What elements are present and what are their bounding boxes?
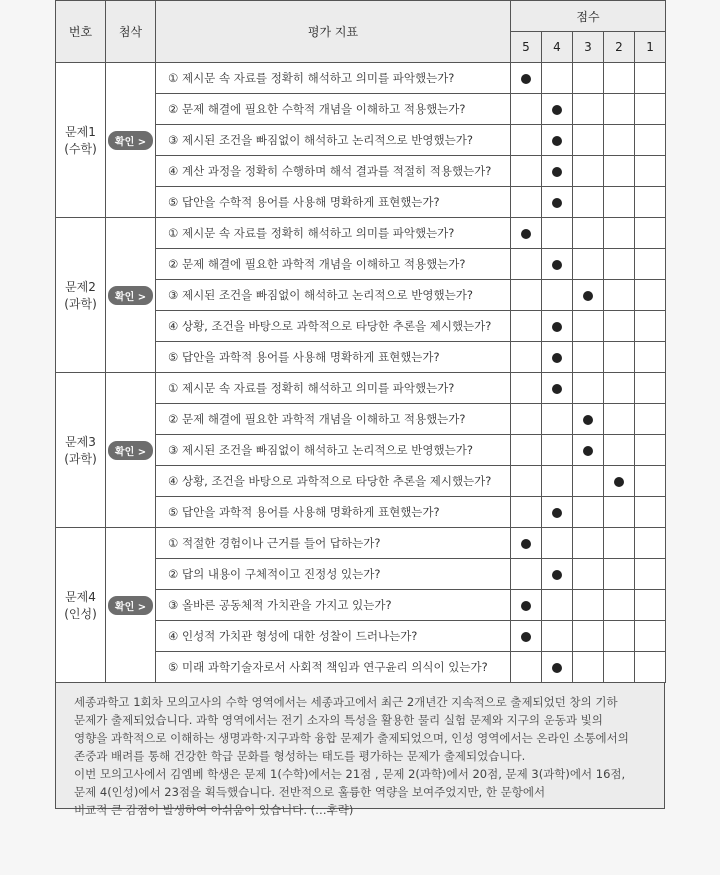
score-cell-1 (635, 187, 666, 218)
score-cell-4 (542, 621, 573, 652)
score-cell-1 (635, 156, 666, 187)
score-cell-2 (604, 94, 635, 125)
score-cell-5 (511, 63, 542, 94)
score-dot-icon (552, 105, 562, 115)
score-cell-2 (604, 559, 635, 590)
note-line: 존중과 배려를 통해 건강한 학급 문화를 형성하는 태도를 평가하는 문제가 출제되었습니다. (74, 749, 526, 763)
header-correction: 첨삭 (106, 1, 156, 63)
score-cell-3 (573, 559, 604, 590)
criteria-item: ③ 제시된 조건을 빠짐없이 해석하고 논리적으로 반영했는가? (156, 435, 511, 466)
score-cell-3 (573, 125, 604, 156)
score-cell-1 (635, 404, 666, 435)
check-correction-button[interactable]: 확인 > (108, 286, 153, 305)
criteria-item: ② 답의 내용이 구체적이고 진정성 있는가? (156, 559, 511, 590)
score-cell-4 (542, 187, 573, 218)
score-dot-icon (552, 663, 562, 673)
score-cell-1 (635, 590, 666, 621)
score-cell-5 (511, 342, 542, 373)
table-row (56, 528, 666, 559)
evaluation-panel (55, 0, 665, 817)
criteria-item: ② 문제 해결에 필요한 과학적 개념을 이해하고 적용했는가? (156, 249, 511, 280)
score-cell-5 (511, 187, 542, 218)
score-cell-1 (635, 621, 666, 652)
score-cell-3 (573, 497, 604, 528)
score-cell-4 (542, 528, 573, 559)
score-cell-5 (511, 528, 542, 559)
criteria-item: ⑤ 답안을 수학적 용어를 사용해 명확하게 표현했는가? (156, 187, 511, 218)
table-row (56, 63, 666, 94)
score-cell-1 (635, 125, 666, 156)
correction-cell (106, 373, 156, 528)
score-cell-1 (635, 466, 666, 497)
score-cell-4 (542, 342, 573, 373)
criteria-item: ④ 상황, 조건을 바탕으로 과학적으로 타당한 추론을 제시했는가? (156, 466, 511, 497)
score-cell-4 (542, 435, 573, 466)
problem-title: 문제1 (65, 125, 96, 139)
score-cell-2 (604, 63, 635, 94)
score-dot-icon (521, 74, 531, 84)
score-level-4: 4 (542, 32, 573, 63)
score-dot-icon (552, 198, 562, 208)
score-cell-1 (635, 652, 666, 683)
score-cell-3 (573, 590, 604, 621)
score-cell-2 (604, 218, 635, 249)
correction-cell (106, 528, 156, 683)
score-cell-4 (542, 156, 573, 187)
score-cell-1 (635, 373, 666, 404)
score-dot-icon (583, 291, 593, 301)
score-dot-icon (521, 229, 531, 239)
score-cell-5 (511, 94, 542, 125)
score-cell-3 (573, 156, 604, 187)
score-cell-2 (604, 156, 635, 187)
score-cell-2 (604, 621, 635, 652)
score-dot-icon (583, 415, 593, 425)
check-correction-button[interactable]: 확인 > (108, 441, 153, 460)
score-cell-5 (511, 621, 542, 652)
problem-subject: (과학) (64, 297, 97, 311)
note-line: 이번 모의고사에서 김엠베 학생은 문제 1(수학)에서는 21점 , 문제 2(과학)에서 20점, 문제 3(과학)에서 16점, (74, 767, 626, 781)
header-criteria: 평가 지표 (156, 1, 511, 63)
criteria-item: ② 문제 해결에 필요한 과학적 개념을 이해하고 적용했는가? (156, 404, 511, 435)
score-cell-3 (573, 187, 604, 218)
score-level-1: 1 (635, 32, 666, 63)
score-cell-3 (573, 218, 604, 249)
score-cell-2 (604, 466, 635, 497)
score-cell-1 (635, 280, 666, 311)
score-cell-1 (635, 435, 666, 466)
score-cell-3 (573, 528, 604, 559)
score-cell-2 (604, 280, 635, 311)
score-cell-2 (604, 435, 635, 466)
score-cell-5 (511, 559, 542, 590)
score-cell-4 (542, 249, 573, 280)
score-cell-3 (573, 94, 604, 125)
score-cell-5 (511, 466, 542, 497)
score-level-3: 3 (573, 32, 604, 63)
score-cell-4 (542, 94, 573, 125)
score-dot-icon (552, 384, 562, 394)
score-cell-4 (542, 590, 573, 621)
criteria-item: ① 제시문 속 자료를 정확히 해석하고 의미를 파악했는가? (156, 373, 511, 404)
score-cell-3 (573, 652, 604, 683)
score-cell-1 (635, 311, 666, 342)
score-cell-4 (542, 63, 573, 94)
score-cell-3 (573, 63, 604, 94)
table-row (56, 218, 666, 249)
score-level-2: 2 (604, 32, 635, 63)
score-cell-3 (573, 435, 604, 466)
note-line: 세종과학고 1회차 모의고사의 수학 영역에서는 세종과고에서 최근 2개년간 지속적으로 출제되었던 창의 기하 (74, 695, 618, 709)
score-dot-icon (614, 477, 624, 487)
problem-number (56, 373, 106, 528)
note-line: 문제가 출제되었습니다. 과학 영역에서는 전기 소자의 특성을 활용한 물리 실험 문제와 지구의 운동과 빛의 (74, 713, 603, 727)
score-cell-1 (635, 497, 666, 528)
score-cell-3 (573, 621, 604, 652)
correction-cell (106, 63, 156, 218)
score-cell-2 (604, 249, 635, 280)
header-number: 번호 (56, 1, 106, 63)
score-cell-1 (635, 559, 666, 590)
criteria-item: ④ 계산 과정을 정확히 수행하며 해석 결과를 적절히 적용했는가? (156, 156, 511, 187)
score-cell-4 (542, 404, 573, 435)
criteria-item: ④ 인성적 가치관 형성에 대한 성찰이 드러나는가? (156, 621, 511, 652)
score-cell-3 (573, 311, 604, 342)
evaluation-table (55, 0, 666, 683)
score-cell-4 (542, 373, 573, 404)
score-cell-4 (542, 559, 573, 590)
score-cell-3 (573, 249, 604, 280)
criteria-item: ⑤ 답안을 과학적 용어를 사용해 명확하게 표현했는가? (156, 342, 511, 373)
score-cell-5 (511, 311, 542, 342)
score-cell-3 (573, 404, 604, 435)
header-score: 점수 (511, 1, 666, 32)
score-cell-4 (542, 311, 573, 342)
note-line: 영향을 과학적으로 이해하는 생명과학·지구과학 융합 문제가 출제되었으며, 인성 영역에서는 온라인 소통에서의 (74, 731, 629, 745)
score-cell-5 (511, 435, 542, 466)
score-dot-icon (583, 446, 593, 456)
score-dot-icon (552, 260, 562, 270)
problem-subject: (과학) (64, 452, 97, 466)
score-cell-4 (542, 125, 573, 156)
score-cell-2 (604, 125, 635, 156)
score-cell-5 (511, 218, 542, 249)
score-cell-3 (573, 373, 604, 404)
criteria-item: ④ 상황, 조건을 바탕으로 과학적으로 타당한 추론을 제시했는가? (156, 311, 511, 342)
score-cell-4 (542, 280, 573, 311)
score-cell-3 (573, 466, 604, 497)
check-correction-button[interactable]: 확인 > (108, 596, 153, 615)
score-cell-2 (604, 187, 635, 218)
score-dot-icon (552, 570, 562, 580)
criteria-item: ⑤ 미래 과학기술자로서 사회적 책임과 연구윤리 의식이 있는가? (156, 652, 511, 683)
problem-number (56, 528, 106, 683)
problem-title: 문제2 (65, 280, 96, 294)
score-cell-2 (604, 652, 635, 683)
score-cell-2 (604, 590, 635, 621)
score-cell-3 (573, 280, 604, 311)
score-dot-icon (521, 632, 531, 642)
criteria-item: ③ 제시된 조건을 빠짐없이 해석하고 논리적으로 반영했는가? (156, 125, 511, 156)
score-cell-1 (635, 218, 666, 249)
criteria-item: ⑤ 답안을 과학적 용어를 사용해 명확하게 표현했는가? (156, 497, 511, 528)
score-cell-2 (604, 497, 635, 528)
problem-title: 문제3 (65, 435, 96, 449)
score-cell-5 (511, 373, 542, 404)
score-dot-icon (521, 539, 531, 549)
score-cell-5 (511, 280, 542, 311)
criteria-item: ① 제시문 속 자료를 정확히 해석하고 의미를 파악했는가? (156, 218, 511, 249)
score-dot-icon (521, 601, 531, 611)
problem-number (56, 63, 106, 218)
score-cell-4 (542, 497, 573, 528)
score-cell-1 (635, 342, 666, 373)
score-dot-icon (552, 167, 562, 177)
score-cell-1 (635, 63, 666, 94)
criteria-item: ① 제시문 속 자료를 정확히 해석하고 의미를 파악했는가? (156, 63, 511, 94)
score-cell-5 (511, 497, 542, 528)
score-cell-4 (542, 218, 573, 249)
score-dot-icon (552, 508, 562, 518)
problem-number (56, 218, 106, 373)
score-cell-1 (635, 528, 666, 559)
correction-cell (106, 218, 156, 373)
score-cell-1 (635, 94, 666, 125)
score-cell-5 (511, 156, 542, 187)
score-cell-5 (511, 125, 542, 156)
table-row (56, 373, 666, 404)
score-cell-1 (635, 249, 666, 280)
check-correction-button[interactable]: 확인 > (108, 131, 153, 150)
score-cell-2 (604, 311, 635, 342)
score-cell-3 (573, 342, 604, 373)
problem-subject: (수학) (64, 142, 97, 156)
score-dot-icon (552, 136, 562, 146)
note-line: 비교적 큰 감점이 발생하여 아쉬움이 있습니다. (…후략) (74, 803, 354, 817)
score-cell-5 (511, 652, 542, 683)
score-cell-5 (511, 590, 542, 621)
score-cell-5 (511, 249, 542, 280)
score-cell-2 (604, 404, 635, 435)
criteria-item: ② 문제 해결에 필요한 수학적 개념을 이해하고 적용했는가? (156, 94, 511, 125)
score-cell-4 (542, 652, 573, 683)
criteria-item: ③ 올바른 공동체적 가치관을 가지고 있는가? (156, 590, 511, 621)
score-cell-4 (542, 466, 573, 497)
score-cell-2 (604, 373, 635, 404)
score-dot-icon (552, 322, 562, 332)
criteria-item: ① 적절한 경험이나 근거를 들어 답하는가? (156, 528, 511, 559)
score-level-5: 5 (511, 32, 542, 63)
summary-note (55, 683, 665, 817)
score-cell-5 (511, 404, 542, 435)
problem-subject: (인성) (64, 607, 97, 621)
problem-title: 문제4 (65, 590, 96, 604)
criteria-item: ③ 제시된 조건을 빠짐없이 해석하고 논리적으로 반영했는가? (156, 280, 511, 311)
score-dot-icon (552, 353, 562, 363)
score-cell-2 (604, 528, 635, 559)
note-line: 문제 4(인성)에서 23점을 획득했습니다. 전반적으로 훌륭한 역량을 보여주었지만, 한 문항에서 (74, 785, 546, 799)
score-cell-2 (604, 342, 635, 373)
